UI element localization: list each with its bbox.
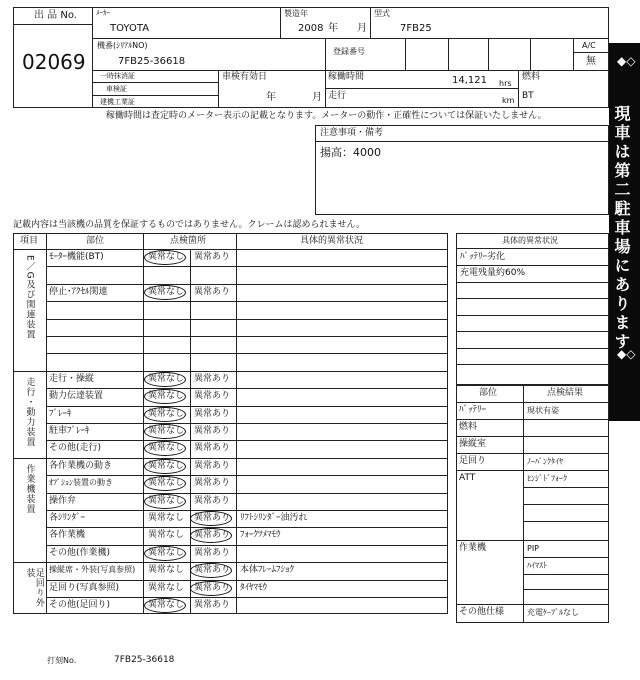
result-header-part: 部位 — [479, 388, 498, 398]
selection-circle — [144, 598, 186, 613]
ok-option[interactable]: 異常なし — [148, 373, 185, 384]
ok-option[interactable]: 異常なし — [148, 460, 185, 471]
ok-option[interactable]: 異常なし — [148, 252, 185, 262]
section-label: 走行・動力装置 — [24, 376, 35, 447]
ng-option[interactable]: 異常あり — [194, 565, 231, 576]
selection-circle — [144, 546, 186, 561]
ok-option[interactable]: 異常なし — [148, 478, 185, 489]
ok-option[interactable]: 異常なし — [148, 513, 185, 523]
ng-option[interactable]: 異常あり — [194, 495, 231, 506]
ok-option[interactable]: 異常なし — [148, 391, 185, 402]
row-part: その他(足回り) — [49, 600, 111, 610]
selection-circle — [144, 494, 186, 509]
row-part: 足回り(写真参照) — [49, 582, 120, 593]
ng-option[interactable]: 異常あり — [194, 373, 231, 384]
ok-option[interactable]: 異常なし — [148, 600, 185, 610]
result-row-value: 充電ｹｰﾌﾞﾙなし — [527, 608, 579, 617]
row-part: その他(作業機) — [49, 547, 111, 558]
selection-circle — [144, 424, 186, 439]
model-label: 型式 — [374, 9, 390, 18]
travel-unit: km — [502, 96, 515, 105]
row-part: ﾓｰﾀｰ機能(BT) — [49, 252, 104, 262]
ac-value: 無 — [586, 56, 596, 67]
ng-option[interactable]: 異常あり — [194, 547, 231, 558]
item-no-value: 02069 — [22, 50, 86, 74]
ng-option[interactable]: 異常あり — [194, 513, 231, 523]
ng-option[interactable]: 異常あり — [194, 600, 231, 610]
row-part: ｵﾌﾟｼｮﾝ装置の動き — [49, 478, 113, 488]
result-row-value: ﾋﾝｼﾞﾄﾞﾌｫｰｸ — [527, 474, 567, 483]
row-part: 動力伝達装置 — [49, 391, 104, 402]
model-value: 7FB25 — [400, 23, 432, 34]
stamp-label: 打刻No. — [47, 656, 77, 665]
row-part: 操作弁 — [49, 495, 77, 506]
result-row-part: 作業機 — [459, 543, 487, 553]
selection-circle — [144, 250, 186, 265]
ng-option[interactable]: 異常あり — [194, 252, 231, 262]
result-row-part: その他仕様 — [459, 607, 505, 617]
year-unit: 年 — [328, 23, 338, 34]
maker-value: TOYOTA — [110, 23, 150, 34]
row-part: ﾌﾞﾚｰｷ — [49, 408, 72, 419]
result-row-part: 足回り — [459, 456, 487, 466]
fuel-label: 燃料 — [522, 72, 541, 82]
right-detail-header: 具体的異常状況 — [502, 236, 558, 245]
ok-option[interactable]: 異常なし — [148, 426, 185, 436]
maker-label: ﾒｰｶｰ — [96, 9, 110, 17]
selection-circle — [190, 511, 232, 526]
ok-option[interactable]: 異常なし — [148, 547, 185, 558]
row-part: 停止･ｱｸｾﾙ関連 — [49, 286, 108, 297]
result-row-part: 操縦室 — [459, 439, 487, 449]
row-part: その他(走行) — [49, 443, 102, 454]
selection-circle — [144, 372, 186, 387]
remarks-text: 揚高：4000 — [320, 146, 381, 159]
selection-circle — [144, 407, 186, 422]
fuel-value: BT — [522, 91, 534, 101]
hours-label: 稼働時間 — [328, 72, 365, 82]
header-part: 部位 — [86, 236, 105, 246]
ng-option[interactable]: 異常あり — [194, 530, 231, 541]
insp-month-unit: 月 — [312, 92, 322, 103]
result-row-part: ATT — [459, 473, 476, 483]
ng-option[interactable]: 異常あり — [194, 286, 231, 297]
result-row-part: ﾊﾞｯﾃﾘｰ — [459, 405, 487, 415]
inspection-label: 車検有効日 — [222, 72, 268, 82]
row-part: 駐車ﾌﾞﾚｰｷ — [49, 426, 90, 436]
ng-option[interactable]: 異常あり — [194, 582, 231, 593]
row-part: 走行・操縦 — [49, 373, 95, 384]
selection-circle — [144, 459, 186, 474]
header-item: 項目 — [20, 236, 39, 246]
section-label: 作業機装置 — [24, 463, 35, 514]
ok-option[interactable]: 異常なし — [148, 495, 185, 506]
month-unit: 月 — [357, 23, 367, 34]
ng-option[interactable]: 異常あり — [194, 426, 231, 436]
result-row-value: ﾊｲﾏｽﾄ — [527, 561, 547, 570]
result-row-value: PIP — [527, 544, 540, 553]
remarks-box — [315, 125, 609, 215]
meter-notice: 稼働時間は査定時のメーター表示の記載となります。メーターの動作・正確性については保証いたしません。 — [106, 111, 547, 121]
ng-option[interactable]: 異常あり — [194, 460, 231, 471]
ng-option[interactable]: 異常あり — [194, 391, 231, 402]
vehicle-cert-label: 車検証 — [106, 85, 127, 93]
diamond-icon: ◆◇ — [617, 54, 636, 68]
row-detail: 本体ﾌﾚｰﾑﾌｼｮｸ — [240, 565, 295, 576]
ok-option[interactable]: 異常なし — [148, 582, 185, 593]
temp-cert-label: 一時抹消証 — [100, 72, 135, 80]
year-value: 2008 — [298, 23, 324, 34]
stamp-value: 7FB25-36618 — [114, 655, 175, 665]
quality-notice: 記載内容は当該機の品質を保証するものではありません。クレームは認められません。 — [13, 220, 366, 230]
ok-option[interactable]: 異常なし — [148, 565, 185, 576]
hours-value: 14,121 — [452, 75, 487, 86]
section-label: E／G及び関連装置 — [24, 255, 35, 340]
header-detail: 具体的異常状況 — [300, 236, 364, 246]
ng-option[interactable]: 異常あり — [194, 408, 231, 419]
row-part: 操縦席・外装(写真参照) — [49, 565, 136, 575]
reg-label: 登録番号 — [333, 47, 365, 56]
diamond-icon: ◆◇ — [617, 347, 636, 361]
row-detail: ﾌｫｰｸﾂﾒﾏﾓｳ — [240, 530, 281, 541]
industrial-cert-label: 建機工業証 — [100, 98, 135, 106]
section-label: 足回り外装 — [24, 568, 44, 609]
selection-circle — [190, 581, 232, 596]
row-detail: ﾘﾌﾄｼﾘﾝﾀﾞｰ油汚れ — [240, 513, 308, 523]
result-row-value: 現状有姿 — [527, 406, 559, 415]
row-part: 各作業機 — [49, 530, 86, 541]
insp-year-unit: 年 — [266, 92, 276, 103]
ac-label: A/C — [582, 41, 596, 50]
serial-label: 機番(ｼﾘｱﾙNO) — [97, 41, 148, 50]
ng-option[interactable]: 異常あり — [194, 478, 231, 489]
travel-label: 走行 — [328, 91, 347, 101]
hours-unit: hrs — [499, 79, 512, 88]
result-row-value: ﾉｰﾊﾟﾝｸﾀｲﾔ — [527, 457, 563, 466]
serial-value: 7FB25-36618 — [118, 56, 186, 67]
ok-option[interactable]: 異常なし — [148, 530, 185, 541]
ok-option[interactable]: 異常なし — [148, 286, 185, 297]
header-check: 点検箇所 — [170, 236, 207, 246]
selection-circle — [144, 285, 186, 300]
year-label: 製造年 — [284, 9, 308, 18]
side-banner — [609, 43, 640, 421]
right-detail-line-1: ﾊﾞｯﾃﾘｰ劣化 — [460, 252, 506, 262]
row-detail: ﾀｲﾔﾏﾓｳ — [240, 582, 268, 593]
right-detail-line-2: 充電残量約60% — [460, 268, 526, 278]
remarks-label: 注意事項・備考 — [320, 128, 384, 138]
row-part: 各ｼﾘﾝﾀﾞｰ — [49, 513, 86, 523]
ok-option[interactable]: 異常なし — [148, 408, 185, 419]
ok-option[interactable]: 異常なし — [148, 443, 185, 454]
row-part: 各作業機の動き — [49, 460, 113, 471]
result-row-part: 燃料 — [459, 422, 478, 432]
ng-option[interactable]: 異常あり — [194, 443, 231, 454]
side-banner-text: 現車は第二駐車場にあります — [612, 105, 631, 352]
item-no-label: 出 品 No. — [34, 10, 77, 21]
result-header-result: 点検結果 — [547, 388, 584, 398]
